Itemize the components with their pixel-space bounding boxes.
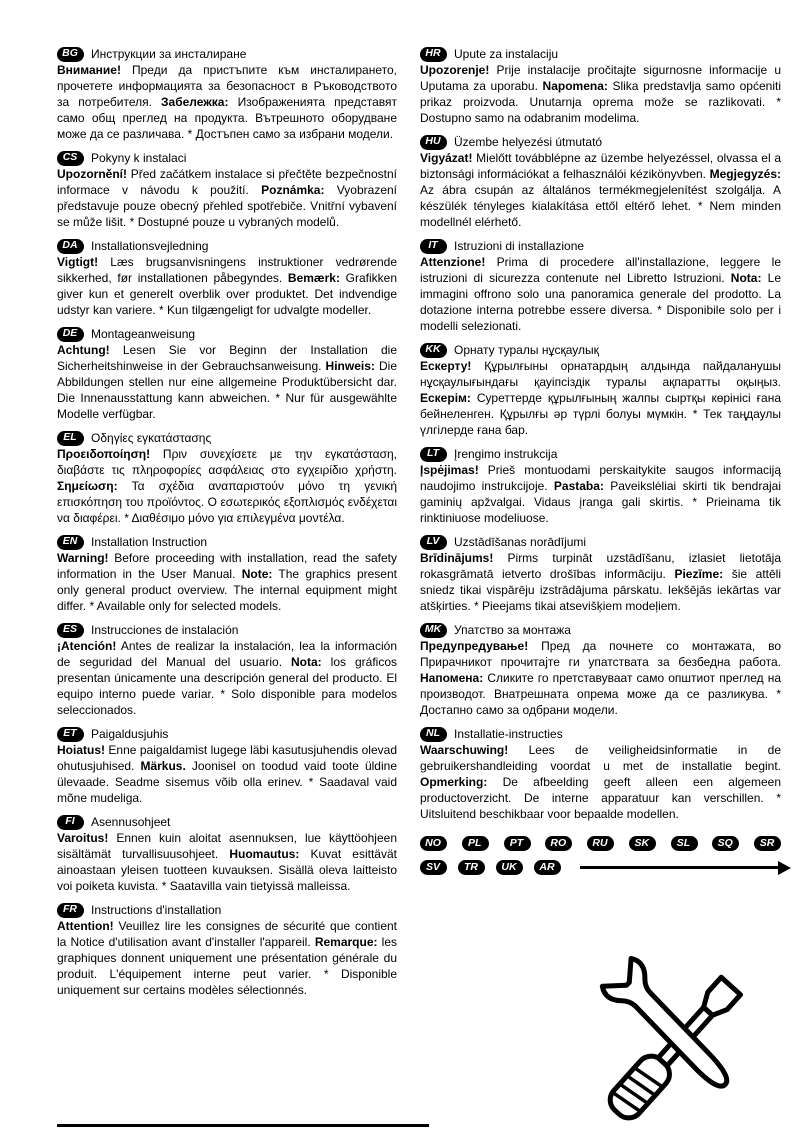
language-badge-el: EL bbox=[57, 431, 84, 446]
page-bottom-rule bbox=[57, 1124, 429, 1127]
body-text: Lees de veiligheidsinformatie in de gebruikershandleiding voordat u met de installatie begint. bbox=[420, 743, 781, 773]
column-left bbox=[57, 46, 397, 1006]
body-text: los gráficos presentan únicamente una descripción general del producto. El equipo interno puede variar. * Solo disponible para modelos seleccionados. bbox=[57, 655, 397, 717]
section-body bbox=[57, 550, 397, 614]
body-text: Az ábra csupán az általános termékmegjelenítést szolgálja. A készülék tényleges kialakítása ettől eltérő lehet. * Nem minden modellnél elérhető. bbox=[420, 183, 781, 229]
language-badge-pt: PT bbox=[504, 836, 531, 851]
lead-word: Предупредување! bbox=[420, 639, 529, 653]
section-title: Pokyny k instalaci bbox=[91, 151, 187, 165]
lead-word: Napomena: bbox=[542, 79, 608, 93]
section-title: Орнату туралы нұсқаулық bbox=[454, 343, 599, 357]
column-right bbox=[420, 46, 781, 1006]
lead-word: Varoitus! bbox=[57, 831, 109, 845]
section-header bbox=[57, 46, 397, 62]
section-title: Montageanweisung bbox=[91, 327, 196, 341]
language-badge-lv: LV bbox=[420, 535, 447, 550]
body-text: Prije instalacije pročitajte sigurnosne informacije u Uputama za uporabu. bbox=[420, 63, 781, 93]
section-title: Upute za instalaciju bbox=[454, 47, 559, 61]
section-bg bbox=[57, 46, 397, 142]
section-body bbox=[420, 638, 781, 718]
section-body bbox=[57, 342, 397, 422]
language-badge-no: NO bbox=[420, 836, 447, 851]
more-languages bbox=[420, 836, 781, 875]
lead-word: Напомена: bbox=[420, 671, 484, 685]
section-body bbox=[57, 918, 397, 998]
section-et bbox=[57, 726, 397, 806]
section-title: Installatie-instructies bbox=[454, 727, 563, 741]
lead-word: Attention! bbox=[57, 919, 114, 933]
body-text: Paveikslėliai skirti tik bendrajai gaminių apžvalgai. Vidaus įranga gali skirtis. * Prieinama tik rinktiniuose modeliuose. bbox=[420, 479, 782, 525]
lead-word: Внимание! bbox=[57, 63, 121, 77]
section-title: Uzstādīšanas norādījumi bbox=[454, 535, 587, 549]
section-header bbox=[57, 326, 397, 342]
lead-word: Huomautus: bbox=[229, 847, 300, 861]
section-title: Упатство за монтажа bbox=[454, 623, 571, 637]
language-badge-de: DE bbox=[57, 327, 84, 342]
section-hr bbox=[420, 46, 781, 126]
section-header bbox=[57, 150, 397, 166]
section-title: Asennusohjeet bbox=[91, 815, 171, 829]
section-body bbox=[420, 358, 781, 438]
section-body bbox=[57, 254, 397, 318]
section-body bbox=[420, 462, 781, 526]
body-text: Суреттерде құрылғының жалпы сыртқы көрінісі ғана бейнеленген. Құрылғы әр түрлі болуы мүмкін. * Тек таңдаулы үлгілерде ғана бар. bbox=[420, 391, 781, 437]
section-fi bbox=[57, 814, 397, 894]
lead-word: Attenzione! bbox=[420, 255, 486, 269]
language-badge-kk: KK bbox=[420, 343, 447, 358]
lead-word: Bemærk: bbox=[287, 271, 340, 285]
lead-word: Ескерім: bbox=[420, 391, 471, 405]
section-title: Įrengimo instrukcija bbox=[454, 447, 558, 461]
language-badge-tr: TR bbox=[458, 860, 485, 875]
right-arrow-icon bbox=[580, 866, 779, 869]
body-text: De afbeelding geeft alleen een algemeen productoverzicht. De interne apparatuur kan verschillen. * Uitsluitend beschikbaar voor bepaalde modellen. bbox=[420, 775, 781, 821]
section-body bbox=[57, 446, 397, 526]
language-badge-sq: SQ bbox=[712, 836, 739, 851]
language-badge-es: ES bbox=[57, 623, 84, 638]
lead-word: Remarque: bbox=[314, 935, 378, 949]
language-badge-sl: SL bbox=[671, 836, 698, 851]
content-columns bbox=[57, 46, 781, 1006]
section-header bbox=[420, 534, 781, 550]
language-badge-da: DA bbox=[57, 239, 84, 254]
body-text: Enne paigaldamist lugege läbi kasutusjuhendis olevad ohutusjuhised. bbox=[57, 743, 397, 773]
section-body bbox=[420, 150, 781, 230]
section-body bbox=[420, 742, 781, 822]
language-badge-it: IT bbox=[420, 239, 447, 254]
wrench-screwdriver-icon bbox=[586, 948, 778, 1128]
section-header bbox=[57, 534, 397, 550]
section-cs bbox=[57, 150, 397, 230]
body-text: Veuillez lire les consignes de sécurité que contient la Notice d'utilisation avant d'installer l'appareil. bbox=[57, 919, 397, 949]
lead-word: Piezīme: bbox=[674, 567, 724, 581]
lead-word: Note: bbox=[241, 567, 273, 581]
language-badge-mk: MK bbox=[420, 623, 447, 638]
section-title: Installation Instruction bbox=[91, 535, 208, 549]
body-text: Grafikken giver kun et generelt overblik over produktet. Det indvendige udstyr kan variere. * Kun tilgængeligt for udvalgte modeller. bbox=[57, 271, 398, 317]
section-de bbox=[57, 326, 397, 422]
body-text: Before proceeding with installation, read the safety information in the User Manual. bbox=[57, 551, 397, 581]
lead-word: Vigyázat! bbox=[420, 151, 473, 165]
section-header bbox=[57, 814, 397, 830]
body-text: Slika predstavlja samo općeniti prikaz proizvoda. Unutarnja oprema može se razlikovati. * Dostupno samo na odabranim modelima. bbox=[420, 79, 781, 125]
section-mk bbox=[420, 622, 781, 718]
lead-word: Brīdinājums! bbox=[420, 551, 494, 565]
section-lt bbox=[420, 446, 781, 526]
body-text: les graphiques donnent uniquement une présentation générale du produit. L'équipement interne peut varier. * Disponible uniquement sur certains modèles sélectionnés. bbox=[57, 935, 397, 997]
section-header bbox=[57, 726, 397, 742]
lead-word: Achtung! bbox=[57, 343, 110, 357]
body-text: Prima di procedere all'installazione, leggere le istruzioni di sicurezza contenute nel Libretto Istruzioni. bbox=[420, 255, 781, 285]
language-badge-bg: BG bbox=[57, 47, 84, 62]
language-badge-sk: SK bbox=[629, 836, 656, 851]
badge-row-1 bbox=[420, 836, 781, 851]
body-text: Vyobrazení představuje pouze obecný přehled spotřebiče. Vnitřní vybavení se může lišit. * Dostupné pouze u vybraných modelů. bbox=[57, 183, 397, 229]
body-text: Læs brugsanvisningens instruktioner vedrørende sikkerhed, før installationen påbegyndes. bbox=[57, 255, 397, 285]
lead-word: Vigtigt! bbox=[57, 255, 99, 269]
language-badge-sv: SV bbox=[420, 860, 447, 875]
section-body bbox=[420, 62, 781, 126]
language-badge-fr: FR bbox=[57, 903, 84, 918]
body-text: Ennen kuin aloitat asennuksen, lue käyttöohjeen sisältämät turvallisuusohjeet. bbox=[57, 831, 397, 861]
language-badge-pl: PL bbox=[462, 836, 489, 851]
section-nl bbox=[420, 726, 781, 822]
section-da bbox=[57, 238, 397, 318]
badge-row-2 bbox=[420, 860, 781, 875]
lead-word: Upozorenje! bbox=[420, 63, 490, 77]
section-header bbox=[420, 342, 781, 358]
section-title: Paigaldusjuhis bbox=[91, 727, 169, 741]
section-kk bbox=[420, 342, 781, 438]
lead-word: Hinweis: bbox=[325, 359, 375, 373]
column-right-sections bbox=[420, 46, 781, 822]
section-header bbox=[420, 134, 781, 150]
body-text: Prieš montuodami perskaitykite saugos informaciją naudojimo instrukcijoje. bbox=[420, 463, 781, 493]
section-header bbox=[57, 902, 397, 918]
section-body bbox=[57, 742, 397, 806]
language-badge-uk: UK bbox=[496, 860, 523, 875]
language-badge-hr: HR bbox=[420, 47, 447, 62]
language-badge-ro: RO bbox=[545, 836, 572, 851]
lead-word: Nota: bbox=[730, 271, 762, 285]
body-text: Le immagini offrono solo una panoramica generale del prodotto. La dotazione interna potrebbe essere diversa. * Disponibile solo per i modelli selezionati. bbox=[420, 271, 782, 333]
language-badge-ru: RU bbox=[587, 836, 614, 851]
section-title: Инструкции за инсталиране bbox=[91, 47, 247, 61]
lead-word: Märkus. bbox=[140, 759, 186, 773]
section-it bbox=[420, 238, 781, 334]
language-badge-ar: AR bbox=[534, 860, 561, 875]
lead-word: ¡Atención! bbox=[57, 639, 117, 653]
body-text: Пред да почнете со монтажата, во Прирачникот прочитајте ги упатствата за безбедна работа. bbox=[420, 639, 781, 669]
lead-word: Προειδοποίηση! bbox=[57, 447, 151, 461]
section-header bbox=[420, 46, 781, 62]
lead-word: Waarschuwing! bbox=[420, 743, 509, 757]
section-title: Instrucciones de instalación bbox=[91, 623, 239, 637]
language-badge-en: EN bbox=[57, 535, 84, 550]
body-text: Die Abbildungen stellen nur eine allgemeine Produktübersicht dar. Die Innenausstattung kann abweichen. * Nur für ausgewählte Modelle verfügbar. bbox=[57, 359, 397, 421]
lead-word: Įspėjimas! bbox=[420, 463, 479, 477]
body-text: Изображенията представят само общ преглед на продукта. Вътрешното оборудване може да се различава. * Достъпен само за избрани модели. bbox=[57, 95, 397, 141]
section-body bbox=[420, 550, 781, 614]
lead-word: Opmerking: bbox=[420, 775, 488, 789]
lead-word: Megjegyzés: bbox=[709, 167, 781, 181]
language-badge-sr: SR bbox=[754, 836, 781, 851]
body-text: Πριν συνεχίσετε με την εγκατάσταση, διαβάστε τις πληροφορίες ασφάλειας στο εγχειρίδιο χρήστη. bbox=[57, 447, 397, 477]
language-badge-nl: NL bbox=[420, 727, 447, 742]
section-hu bbox=[420, 134, 781, 230]
body-text: šie attēli sniedz tikai vispārēju izstrādājuma pārskatu. Iekšējās iekārtas var atšķirties. * Pieejams tikai atsevišķiem modeļiem. bbox=[420, 567, 782, 613]
lead-word: Nota: bbox=[291, 655, 322, 669]
lead-word: Σημείωση: bbox=[57, 479, 118, 493]
body-text: Lesen Sie vor Beginn der Installation die Sicherheitshinweise in der Gebrauchsanweisung. bbox=[57, 343, 397, 373]
language-badge-hu: HU bbox=[420, 135, 447, 150]
section-fr bbox=[57, 902, 397, 998]
section-body bbox=[57, 166, 397, 230]
body-text: Mielőtt továbblépne az üzembe helyezéssel, olvassa el a biztonsági információkat a felhasználói kézikönyvben. bbox=[420, 151, 781, 181]
lead-word: Pastaba: bbox=[553, 479, 604, 493]
section-body bbox=[57, 830, 397, 894]
section-title: Instructions d'installation bbox=[91, 903, 222, 917]
lead-word: Poznámka: bbox=[261, 183, 325, 197]
lead-word: Ескерту! bbox=[420, 359, 472, 373]
section-body bbox=[57, 62, 397, 142]
body-text: Преди да пристъпите към инсталирането, прочетете информацията за безопасност в Ръководството за потребителя. bbox=[57, 63, 397, 109]
section-el bbox=[57, 430, 397, 526]
lead-word: Hoiatus! bbox=[57, 743, 105, 757]
body-text: The graphics present only general product overview. The internal equipment might differ. * Available only for selected models. bbox=[57, 567, 397, 613]
section-header bbox=[420, 238, 781, 254]
section-body bbox=[57, 638, 397, 718]
section-es bbox=[57, 622, 397, 718]
lead-word: Забележка: bbox=[161, 95, 229, 109]
body-text: Τα σχέδια αναπαριστούν μόνο τη γενική επισκόπηση του προϊόντος. Ο εσωτερικός εξοπλισμός ενδέχεται να διαφέρει. * Διαθέσιμο μόνο για επιλεγμένα μοντέλα. bbox=[57, 479, 397, 525]
body-text: Antes de realizar la instalación, lea la información de seguridad del Manual del usuario. bbox=[57, 639, 397, 669]
language-badge-fi: FI bbox=[57, 815, 84, 830]
language-badge-cs: CS bbox=[57, 151, 84, 166]
body-text: Joonisel on toodud vaid toote üldine ülevaade. Seadme sisemus võib olla erinev. * Saadaval vaid mõne mudeliga. bbox=[57, 759, 397, 805]
section-header bbox=[420, 726, 781, 742]
section-header bbox=[57, 238, 397, 254]
body-text: Před začátkem instalace si přečtěte bezpečnostní informace v návodu k použití. bbox=[57, 167, 397, 197]
lead-word: Warning! bbox=[57, 551, 109, 565]
language-badge-et: ET bbox=[57, 727, 84, 742]
body-text: Kuvat esittävät ainoastaan yleisen tuotteen kuvauksen. Sisällä oleva laitteisto voi poiketa kuvista. * Saatavilla vain tietyissä malleissa. bbox=[57, 847, 397, 893]
section-title: Üzembe helyezési útmutató bbox=[454, 135, 603, 149]
section-body bbox=[420, 254, 781, 334]
section-title: Istruzioni di installazione bbox=[454, 239, 585, 253]
section-en bbox=[57, 534, 397, 614]
body-text: Pirms turpināt uzstādīšanu, izlasiet lietotāja rokasgrāmatā ietverto drošības informāciju. bbox=[420, 551, 781, 581]
section-title: Installationsvejledning bbox=[91, 239, 209, 253]
language-badge-lt: LT bbox=[420, 447, 447, 462]
lead-word: Upozornění! bbox=[57, 167, 127, 181]
section-header bbox=[420, 446, 781, 462]
body-text: Сликите го претставуваат само општиот преглед на производот. Внатрешната опрема може да се разликува. * Достапно само за одбрани модели. bbox=[420, 671, 781, 717]
section-header bbox=[57, 430, 397, 446]
section-lv bbox=[420, 534, 781, 614]
section-header bbox=[57, 622, 397, 638]
body-text: Құрылғыны орнатардың алдында пайдаланушы нұсқаулығындағы қауіпсіздік туралы ақпаратты оқыңыз. bbox=[420, 359, 781, 389]
section-title: Οδηγίες εγκατάστασης bbox=[91, 431, 212, 445]
section-header bbox=[420, 622, 781, 638]
